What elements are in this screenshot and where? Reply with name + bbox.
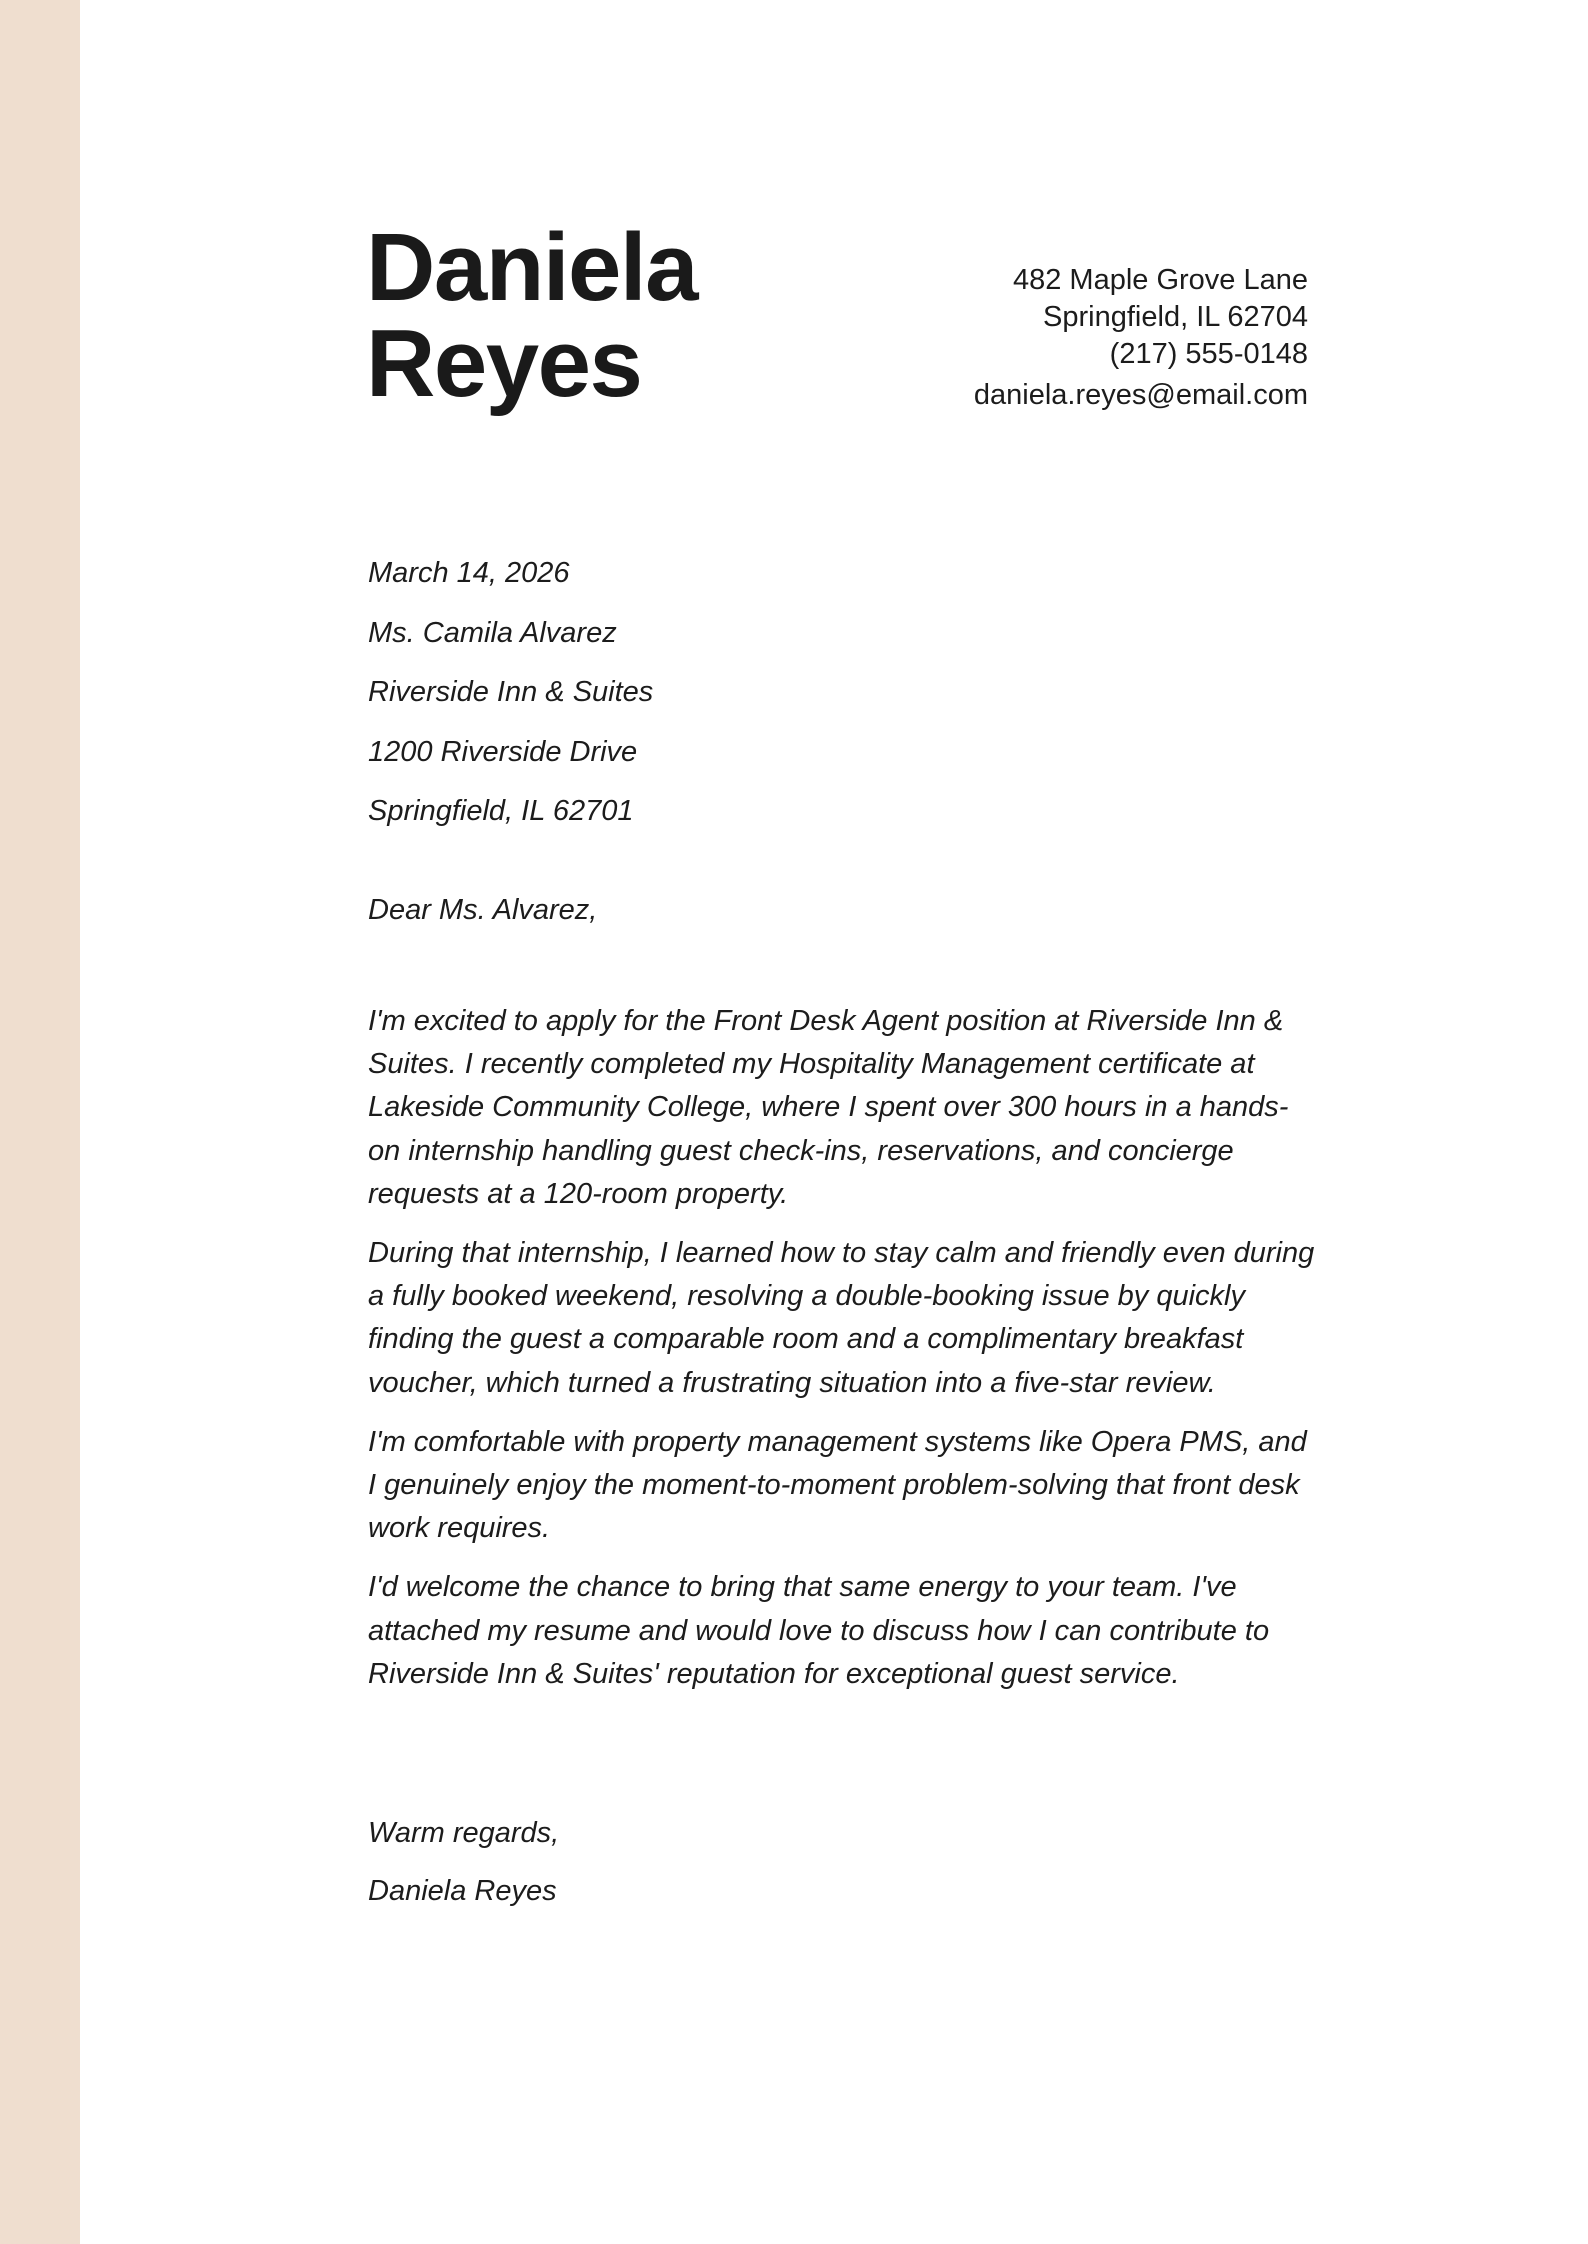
contact-street: 482 Maple Grove Lane [1012, 264, 1308, 296]
letter-date: March 14, 2026 [368, 557, 570, 589]
letter-greeting: Dear Ms. Alvarez, [368, 894, 598, 926]
letter-body [368, 1000, 1318, 1712]
applicant-last-name: Reyes [366, 310, 642, 417]
applicant-name [366, 214, 697, 417]
contact-city: Springfield, IL 62704 [1043, 301, 1308, 333]
recipient-company: Riverside Inn & Suites [368, 676, 654, 708]
contact-email: daniela.reyes@email.com [973, 379, 1308, 411]
recipient-block [368, 544, 653, 842]
body-paragraph: During that internship, I learned how to stay calm and friendly even during a fully booked weekend, resolving a double-booking issue by quickly finding the guest a comparable room and a complimentary breakfast voucher, which turned a frustrating situation into a five-star review. [368, 1237, 1315, 1399]
contact-phone: (217) 555-0148 [1109, 338, 1308, 370]
body-paragraph: I'd welcome the chance to bring that same energy to your team. I've attached my resume and would love to discuss how I can contribute to Riverside Inn & Suites' reputation for exceptional guest service. [368, 1571, 1270, 1690]
recipient-city: Springfield, IL 62701 [368, 795, 634, 827]
contact-block [974, 262, 1308, 414]
recipient-street: 1200 Riverside Drive [368, 735, 638, 768]
signature: Daniela Reyes [368, 1875, 557, 1907]
body-paragraph: I'm excited to apply for the Front Desk Agent position at Riverside Inn & Suites. I recently completed my Hospitality Management certificate at Lakeside Community College, where I spent over 300 hours in a hands-on internship handling guest check-ins, reservations, and concierge requests at a 120-room property. [368, 1005, 1289, 1210]
side-accent-stripe [0, 0, 80, 2244]
applicant-first-name: Daniela [366, 214, 697, 321]
closing-block [368, 1804, 559, 1920]
recipient-name: Ms. Camila Alvarez [368, 616, 617, 649]
body-paragraph: I'm comfortable with property management systems like Opera PMS, and I genuinely enjoy the moment-to-moment problem-solving that front desk work requires. [368, 1425, 1307, 1545]
closing-line: Warm regards, [368, 1817, 560, 1849]
